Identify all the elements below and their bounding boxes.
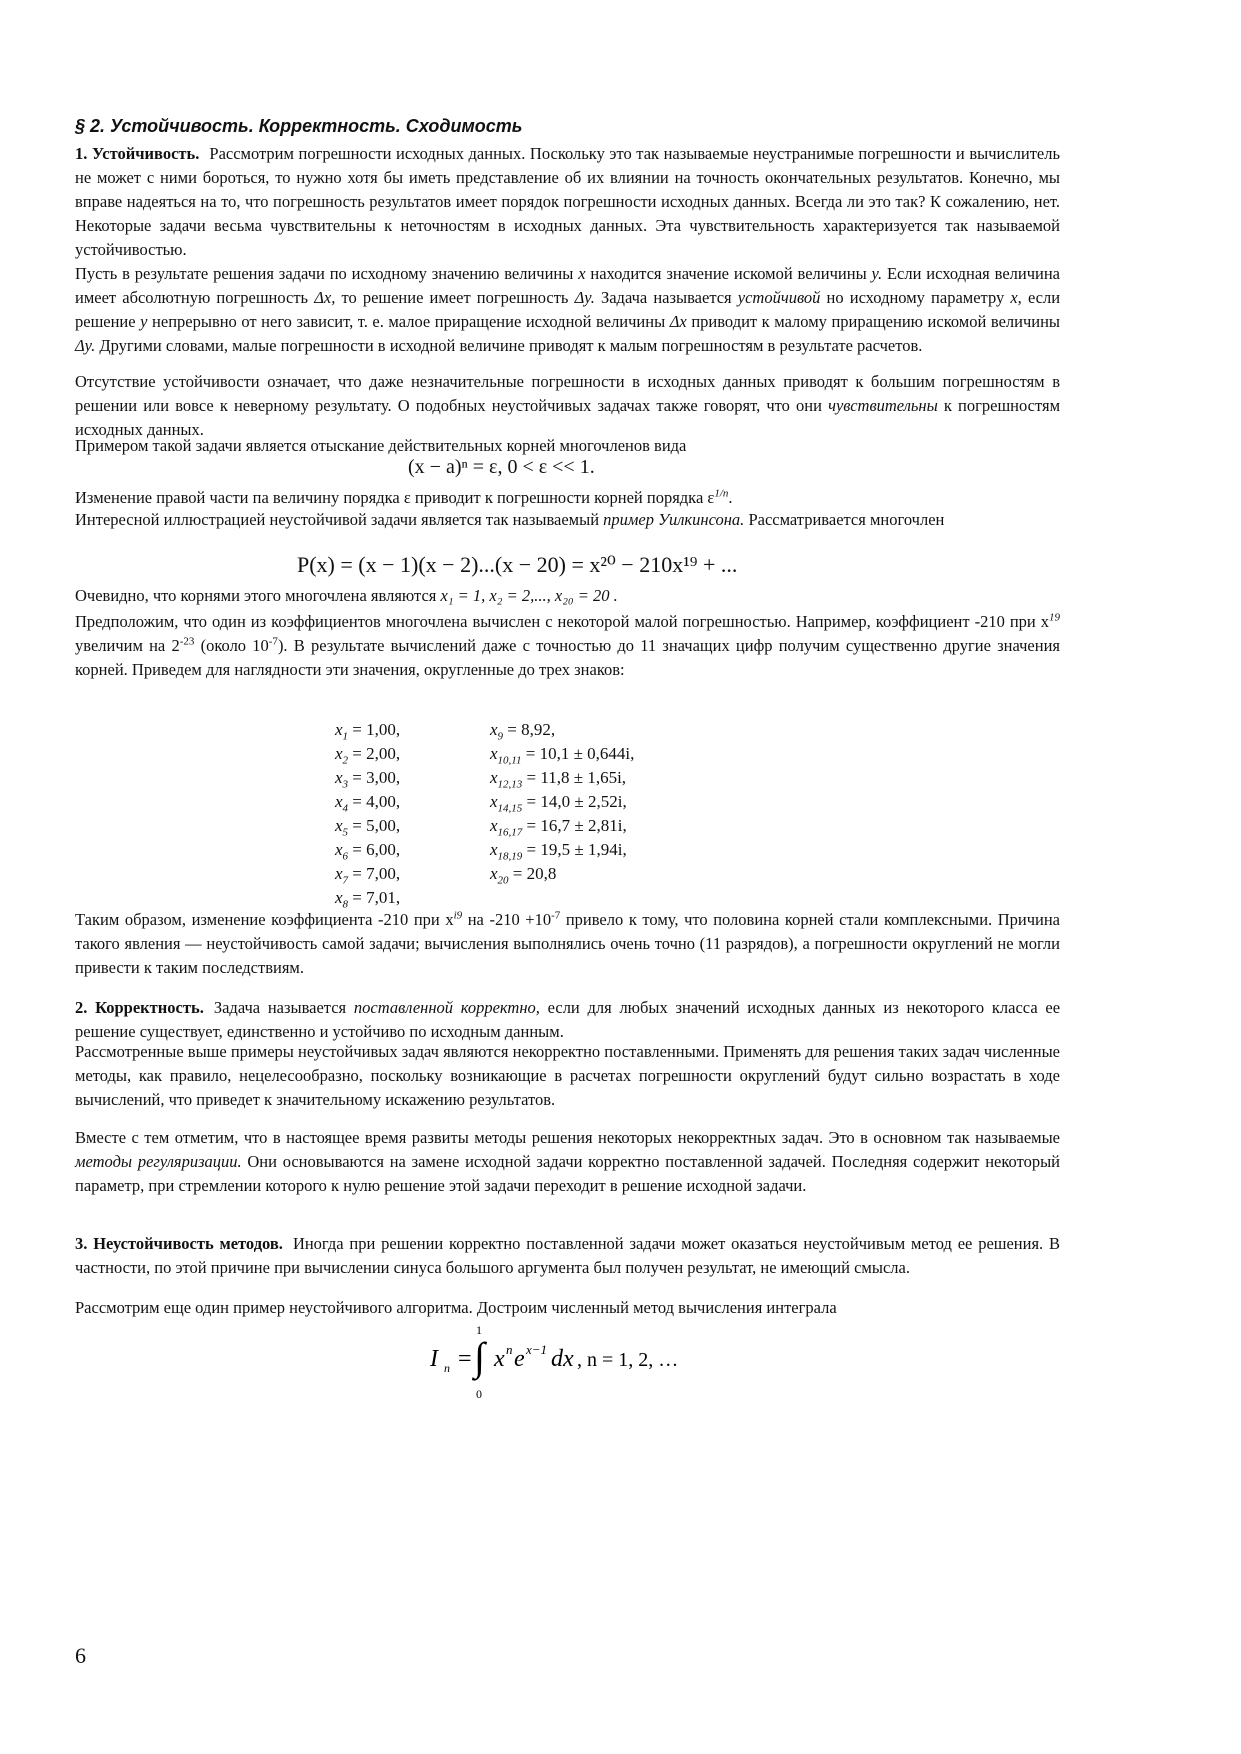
- roots-left-column: [335, 718, 400, 910]
- paragraph-integral: Рассмотрим еще один пример неустойчивого алгоритма. Достроим численный метод вычисления интеграла: [75, 1298, 837, 1317]
- svg-text:n: n: [506, 1342, 513, 1357]
- runin-heading: 2. Корректность.: [75, 998, 204, 1017]
- root-value: $x_{12,13} = 11,8 \pm 1,65i$,: [490, 768, 627, 791]
- svg-text:0: 0: [476, 1387, 482, 1400]
- svg-text:n: n: [444, 1361, 450, 1375]
- paragraph-correctness: 2. Корректность. Задача называется поставленной корректно, если для любых значений исходных данных из некоторого класса ее решение существует, единственно и устойчиво по исходным данным.: [75, 998, 1061, 1041]
- roots-table: [335, 718, 755, 918]
- equation-wilkinson: P(x) = (x − 1)(x − 2)...(x − 20) = x²⁰ − 210x¹⁹ + ...: [297, 552, 738, 577]
- svg-text:x−1: x−1: [526, 1342, 548, 1357]
- root-value: $x_3 = 3,00$,: [335, 768, 401, 791]
- root-value: $x_{10,11} = 10,1 \pm 0,644i$,: [490, 744, 635, 767]
- paragraph-definition: Пусть в результате решения задачи по исходному значению величины x находится значение искомой величины y. Если исходная величина имеет абсолютную погрешность Δx, то решение имеет погрешность Δy. Задача называется устойчивой но исходному параметру x, если решение y непрерывно от него зависит, т. е. малое приращение исходной величины Δx приводит к малому приращению искомой величины Δy. Другими словами, малые погрешности в исходной величине приводят к малым погрешностям в результате расчетов.: [75, 264, 1061, 355]
- root-value: $x_7 = 7,00$,: [335, 864, 401, 887]
- root-value: $x_{18,19} = 19,5 \pm 1,94i$,: [490, 840, 627, 863]
- svg-text:dx: dx: [551, 1346, 574, 1372]
- root-value: $x_{14,15} = 14,0 \pm 2,52i$,: [490, 792, 627, 815]
- paragraph-stability: 1. Устойчивость. Рассмотрим погрешности исходных данных. Поскольку это так называемые неустранимые погрешности и вычислитель не может с ними бороться, то нужно хотя бы иметь представление об их влиянии на точность окончательных результатов. Конечно, мы вправе надеяться на то, что погрешность результатов имеет порядок погрешности исходных данных. Всегда ли это так? К сожалению, нет. Некоторые задачи весьма чувствительны к неточностям в исходных данных. Эта чувствительность характеризуется так называемой устойчивостью.: [75, 144, 1061, 259]
- paragraph-roots: Очевидно, что корнями этого многочлена являются x₁ = 1, x₂ = 2,..., x₂₀ = 20 .: [75, 586, 618, 605]
- root-value: $x_{16,17} = 16,7 \pm 2,81i$,: [490, 816, 627, 839]
- svg-text:e: e: [514, 1346, 525, 1372]
- paragraph-wilkinson: Интересной иллюстрацией неустойчивой задачи является так называемый пример Уилкинсона. Рассматривается многочлен: [75, 510, 945, 529]
- runin-heading: 3. Неустойчивость методов.: [75, 1234, 283, 1253]
- root-value: $x_{20} = 20,8$: [490, 864, 557, 887]
- root-value: $x_6 = 6,00$,: [335, 840, 401, 863]
- section-title: § 2. Устойчивость. Корректность. Сходимость: [75, 116, 523, 136]
- root-value: $x_5 = 5,00$,: [335, 816, 401, 839]
- root-value: $x_8 = 7,01$,: [335, 888, 401, 911]
- paragraph-regularization: Вместе с тем отметим, что в настоящее время развиты методы решения некоторых некорректных задач. Это в основном так называемые методы регуляризации. Они основываются на замене исходной задачи корректно поставленной задачей. Последняя содержит некоторый параметр, при стремлении которого к нулю решение этой задачи переходит в решение исходной задачи.: [75, 1128, 1060, 1195]
- paragraph-method-instability: 3. Неустойчивость методов. Иногда при решении корректно поставленной задачи может оказаться неустойчивым метод ее решения. В частности, по этой причине при вычислении синуса большого аргумента был получен результат, не имеющий смысла.: [75, 1234, 1061, 1277]
- paragraph-conclusion: Таким образом, изменение коэффициента -210 при $x^{i9}$ на $-210 +10^{-7}$ привело к тому, что половина корней стали комплексными. Причина такого явления — неустойчивость самой задачи; вычисления выполнялись очень точно (11 разрядов), а погрешности округлений не могли привести к таким последствиям.: [75, 909, 1061, 977]
- runin-heading: 1. Устойчивость.: [75, 144, 200, 163]
- svg-text:, n = 1, 2, …: , n = 1, 2, …: [577, 1349, 679, 1371]
- paragraph-epsilon: Изменение правой части па величину порядка ε приводит к погрешности корней порядка $\varepsilon^{1/n}$.: [75, 487, 733, 507]
- svg-text:I: I: [430, 1346, 438, 1372]
- equation-integral: [430, 1318, 760, 1400]
- paragraph-instability: Отсутствие устойчивости означает, что даже незначительные погрешности в исходных данных приводят к большим погрешностям в решении или вовсе к неверному результату. О подобных неустойчивых задачах также говорят, что они чувствительны к погрешностям исходных данных.: [75, 372, 1061, 439]
- roots-right-column: [490, 718, 634, 886]
- root-value: $x_4 = 4,00$,: [335, 792, 401, 815]
- equation-polynomial: (x − a)ⁿ = ε, 0 < ε << 1.: [408, 456, 595, 478]
- svg-text:x: x: [494, 1346, 505, 1372]
- paragraph-perturbation: Предположим, что один из коэффициентов многочлена вычислен с некоторой малой погрешностью. Например, коэффициент -210 при $x^{19}$ увеличим на $2^{-23}$ (около $10^{-7}$). В результате вычислений даже с точностью до 11 значащих цифр получим существенно другие значения корней. Приведем для наглядности эти значения, округленные до трех знаков:: [75, 611, 1060, 679]
- svg-text:=: =: [458, 1346, 472, 1372]
- paragraph-example: Примером такой задачи является отыскание действительных корней многочленов вида: [75, 436, 687, 455]
- integral-sign: ∫: [474, 1334, 485, 1379]
- svg-text:1: 1: [476, 1323, 482, 1337]
- root-value: $x_2 = 2,00$,: [335, 744, 401, 767]
- root-value: $x_1 = 1,00$,: [335, 720, 401, 743]
- paragraph-ill-posed: Рассмотренные выше примеры неустойчивых задач являются некорректно поставленными. Применять для решения таких задач численные методы, как правило, нецелесообразно, поскольку возникающие в расчетах погрешности округлений будут сильно возрастать в ходе вычислений, что приведет к значительному искажению результатов.: [75, 1042, 1060, 1109]
- page-number: 6: [75, 1643, 86, 1668]
- root-value: $x_9 = 8,92$,: [490, 720, 556, 743]
